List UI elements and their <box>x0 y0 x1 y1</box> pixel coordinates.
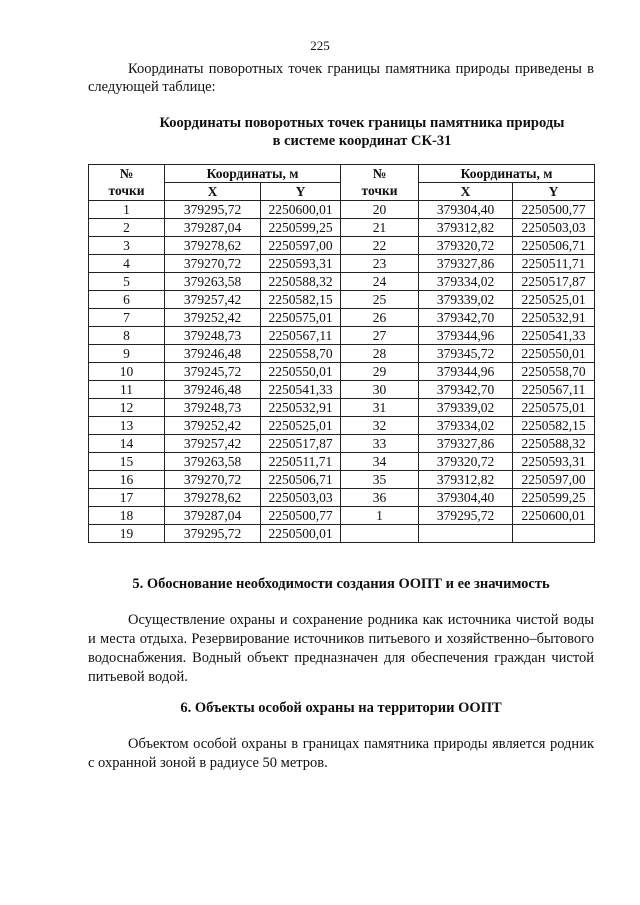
left-x-value-cell: 379252,42 <box>165 417 261 435</box>
header-no-left: № <box>89 165 165 183</box>
left-y-value-cell: 2250541,33 <box>261 381 341 399</box>
header-coords-left: Координаты, м <box>165 165 341 183</box>
left-x-value-cell: 379257,42 <box>165 291 261 309</box>
left-point-no-cell: 3 <box>89 237 165 255</box>
header-no-sub-left: точки <box>89 183 165 201</box>
right-point-no-cell: 26 <box>341 309 419 327</box>
right-point-no-cell: 22 <box>341 237 419 255</box>
left-y-value-cell: 2250500,77 <box>261 507 341 525</box>
left-x-value-cell: 379287,04 <box>165 507 261 525</box>
table-row <box>89 309 595 327</box>
left-y-value-cell: 2250599,25 <box>261 219 341 237</box>
right-x-value-cell: 379344,96 <box>419 327 513 345</box>
left-point-no-cell: 9 <box>89 345 165 363</box>
left-y-value-cell: 2250597,00 <box>261 237 341 255</box>
right-x-value-cell: 379339,02 <box>419 291 513 309</box>
right-point-no-cell: 23 <box>341 255 419 273</box>
table-row <box>89 219 595 237</box>
right-y-value-cell: 2250525,01 <box>513 291 595 309</box>
left-y-value-cell: 2250503,03 <box>261 489 341 507</box>
right-y-value-cell: 2250588,32 <box>513 435 595 453</box>
section-6 <box>88 700 594 788</box>
right-point-no-cell: 24 <box>341 273 419 291</box>
right-point-no-cell: 34 <box>341 453 419 471</box>
section-5-text: Осуществление охраны и сохранение родника как источника чистой воды и места отдыха. Резервирование источников питьевого и хозяйственно–бытового водоснабжения. Водный объект предназначен для обеспечения граждан чистой питьевой водой. <box>88 612 594 685</box>
left-x-value-cell: 379248,73 <box>165 327 261 345</box>
section-6-text: Объектом особой охраны в границах памятника природы является родник с охранной зоной в радиусе 50 метров. <box>88 736 594 771</box>
left-point-no-cell: 16 <box>89 471 165 489</box>
header-y-left: Y <box>261 183 341 201</box>
left-point-no-cell: 11 <box>89 381 165 399</box>
header-coords-right: Координаты, м <box>419 165 595 183</box>
table-row <box>89 453 595 471</box>
right-x-value-cell: 379304,40 <box>419 489 513 507</box>
table-row <box>89 381 595 399</box>
left-x-value-cell: 379278,62 <box>165 489 261 507</box>
left-x-value-cell: 379246,48 <box>165 345 261 363</box>
right-x-value-cell: 379342,70 <box>419 309 513 327</box>
right-point-no-cell: 29 <box>341 363 419 381</box>
left-x-value-cell: 379295,72 <box>165 201 261 219</box>
left-point-no-cell: 6 <box>89 291 165 309</box>
right-x-value-cell: 379320,72 <box>419 237 513 255</box>
right-y-value-cell: 2250541,33 <box>513 327 595 345</box>
table-row <box>89 399 595 417</box>
right-point-no-cell: 27 <box>341 327 419 345</box>
table-row <box>89 273 595 291</box>
intro-paragraph: Координаты поворотных точек границы памятника природы приведены в следующей таблице: <box>88 61 594 95</box>
left-x-value-cell: 379278,62 <box>165 237 261 255</box>
right-point-no-cell: 20 <box>341 201 419 219</box>
left-y-value-cell: 2250600,01 <box>261 201 341 219</box>
right-x-value-cell: 379327,86 <box>419 435 513 453</box>
table-title-line-2: в системе координат СК-31 <box>272 133 452 149</box>
right-y-value-cell: 2250558,70 <box>513 363 595 381</box>
table-row <box>89 417 595 435</box>
right-point-no-cell <box>341 525 419 543</box>
left-point-no-cell: 4 <box>89 255 165 273</box>
table-row <box>89 507 595 525</box>
table-row <box>89 201 595 219</box>
section-6-title: 6. Объекты особой охраны на территории ООПТ <box>180 700 502 716</box>
left-y-value-cell: 2250517,87 <box>261 435 341 453</box>
right-x-value-cell: 379334,02 <box>419 417 513 435</box>
left-y-value-cell: 2250532,91 <box>261 399 341 417</box>
right-x-value-cell: 379327,86 <box>419 255 513 273</box>
right-x-value-cell: 379312,82 <box>419 219 513 237</box>
table-row <box>89 327 595 345</box>
left-x-value-cell: 379246,48 <box>165 381 261 399</box>
page-number: 225 <box>310 38 330 53</box>
left-y-value-cell: 2250593,31 <box>261 255 341 273</box>
table-row <box>89 237 595 255</box>
right-y-value-cell: 2250532,91 <box>513 309 595 327</box>
right-y-value-cell: 2250550,01 <box>513 345 595 363</box>
left-point-no-cell: 13 <box>89 417 165 435</box>
right-x-value-cell: 379295,72 <box>419 507 513 525</box>
right-point-no-cell: 33 <box>341 435 419 453</box>
right-x-value-cell: 379339,02 <box>419 399 513 417</box>
right-y-value-cell: 2250500,77 <box>513 201 595 219</box>
left-point-no-cell: 10 <box>89 363 165 381</box>
table-row <box>89 291 595 309</box>
right-x-value-cell: 379320,72 <box>419 453 513 471</box>
right-y-value-cell: 2250597,00 <box>513 471 595 489</box>
table-row <box>89 363 595 381</box>
right-point-no-cell: 36 <box>341 489 419 507</box>
left-y-value-cell: 2250558,70 <box>261 345 341 363</box>
table-row <box>89 471 595 489</box>
left-x-value-cell: 379248,73 <box>165 399 261 417</box>
left-x-value-cell: 379245,72 <box>165 363 261 381</box>
right-y-value-cell: 2250599,25 <box>513 489 595 507</box>
header-x-right: X <box>419 183 513 201</box>
left-x-value-cell: 379270,72 <box>165 471 261 489</box>
table-row <box>89 489 595 507</box>
left-y-value-cell: 2250525,01 <box>261 417 341 435</box>
right-x-value-cell: 379345,72 <box>419 345 513 363</box>
left-y-value-cell: 2250582,15 <box>261 291 341 309</box>
left-x-value-cell: 379295,72 <box>165 525 261 543</box>
left-x-value-cell: 379257,42 <box>165 435 261 453</box>
left-point-no-cell: 18 <box>89 507 165 525</box>
right-y-value-cell: 2250575,01 <box>513 399 595 417</box>
coordinates-table <box>88 164 595 543</box>
section-5 <box>88 576 594 702</box>
right-point-no-cell: 28 <box>341 345 419 363</box>
left-point-no-cell: 2 <box>89 219 165 237</box>
left-point-no-cell: 7 <box>89 309 165 327</box>
right-point-no-cell: 1 <box>341 507 419 525</box>
left-y-value-cell: 2250588,32 <box>261 273 341 291</box>
header-x-left: X <box>165 183 261 201</box>
table-row <box>89 435 595 453</box>
left-y-value-cell: 2250567,11 <box>261 327 341 345</box>
section-5-title: 5. Обоснование необходимости создания ООПТ и ее значимость <box>132 576 550 592</box>
right-point-no-cell: 30 <box>341 381 419 399</box>
left-point-no-cell: 19 <box>89 525 165 543</box>
left-point-no-cell: 5 <box>89 273 165 291</box>
left-x-value-cell: 379287,04 <box>165 219 261 237</box>
right-x-value-cell: 379312,82 <box>419 471 513 489</box>
table-title-line-1: Координаты поворотных точек границы памятника природы <box>159 115 565 131</box>
table-row <box>89 345 595 363</box>
table-title <box>88 114 636 150</box>
left-x-value-cell: 379263,58 <box>165 273 261 291</box>
right-y-value-cell: 2250593,31 <box>513 453 595 471</box>
left-point-no-cell: 17 <box>89 489 165 507</box>
left-x-value-cell: 379263,58 <box>165 453 261 471</box>
table-row <box>89 525 595 543</box>
left-point-no-cell: 1 <box>89 201 165 219</box>
right-x-value-cell: 379334,02 <box>419 273 513 291</box>
left-y-value-cell: 2250511,71 <box>261 453 341 471</box>
right-x-value-cell: 379342,70 <box>419 381 513 399</box>
right-x-value-cell <box>419 525 513 543</box>
left-y-value-cell: 2250575,01 <box>261 309 341 327</box>
left-y-value-cell: 2250550,01 <box>261 363 341 381</box>
header-no-right: № <box>341 165 419 183</box>
right-y-value-cell: 2250582,15 <box>513 417 595 435</box>
right-y-value-cell: 2250517,87 <box>513 273 595 291</box>
right-y-value-cell: 2250600,01 <box>513 507 595 525</box>
left-y-value-cell: 2250500,01 <box>261 525 341 543</box>
right-point-no-cell: 32 <box>341 417 419 435</box>
right-y-value-cell: 2250567,11 <box>513 381 595 399</box>
right-y-value-cell: 2250503,03 <box>513 219 595 237</box>
right-point-no-cell: 21 <box>341 219 419 237</box>
right-point-no-cell: 25 <box>341 291 419 309</box>
right-x-value-cell: 379344,96 <box>419 363 513 381</box>
left-point-no-cell: 12 <box>89 399 165 417</box>
left-x-value-cell: 379270,72 <box>165 255 261 273</box>
right-point-no-cell: 35 <box>341 471 419 489</box>
table-row <box>89 255 595 273</box>
header-y-right: Y <box>513 183 595 201</box>
left-point-no-cell: 15 <box>89 453 165 471</box>
right-y-value-cell: 2250511,71 <box>513 255 595 273</box>
right-y-value-cell: 2250506,71 <box>513 237 595 255</box>
left-y-value-cell: 2250506,71 <box>261 471 341 489</box>
right-y-value-cell <box>513 525 595 543</box>
header-no-sub-right: точки <box>341 183 419 201</box>
right-point-no-cell: 31 <box>341 399 419 417</box>
left-point-no-cell: 14 <box>89 435 165 453</box>
left-point-no-cell: 8 <box>89 327 165 345</box>
left-x-value-cell: 379252,42 <box>165 309 261 327</box>
right-x-value-cell: 379304,40 <box>419 201 513 219</box>
